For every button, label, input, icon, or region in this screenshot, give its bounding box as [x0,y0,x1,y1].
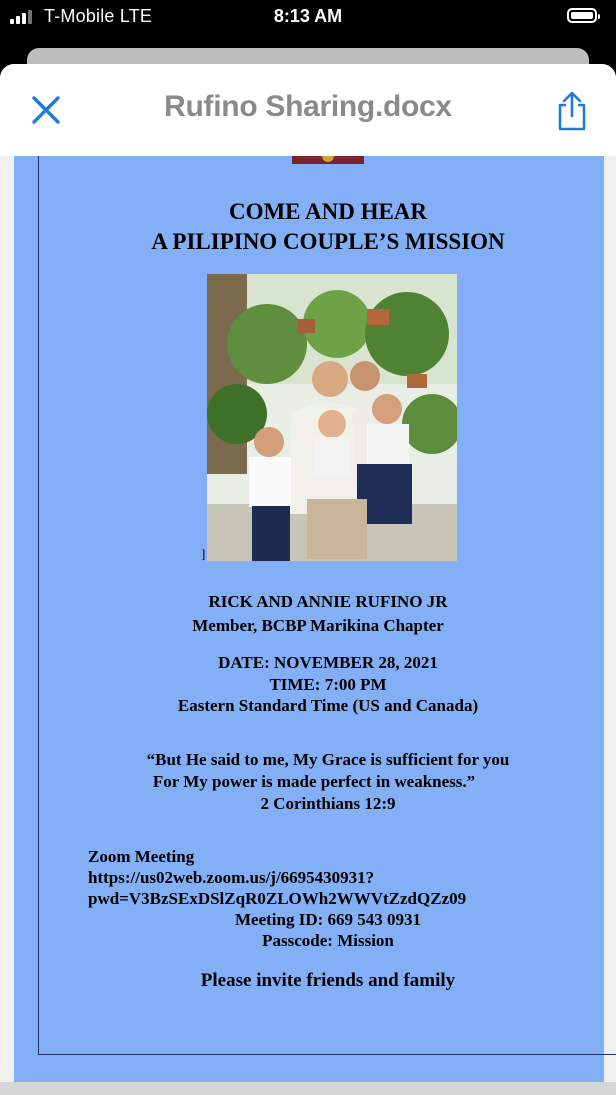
heading-line-2: A PILIPINO COUPLE’S MISSION [151,229,505,254]
battery-icon [567,8,597,23]
zoom-label: Zoom Meeting [88,847,195,866]
status-time: 8:13 AM [273,6,343,26]
meeting-id: Meeting ID: 669 543 0931 [234,910,422,929]
quote-line-2: For My power is made perfect in weakness.” [152,772,476,791]
share-button[interactable] [552,90,592,132]
event-timezone: Eastern Standard Time (US and Canada) [177,696,479,715]
document-title: Rufino Sharing.docx [164,90,452,123]
quote-line-1: “But He said to me, My Grace is sufficient for you [146,750,510,769]
nav-bar [0,64,616,156]
heading-line-1: COME AND HEAR [228,199,428,224]
zoom-link-line-2[interactable]: pwd=V3BzSExDSlZqR0ZLOWh2WWVtZzdQZz09 [88,889,467,908]
document-viewer-sheet [0,64,616,1095]
invite-note: Please invite friends and family [200,970,456,991]
share-icon [552,90,592,132]
zoom-link-line-1[interactable]: https://us02web.zoom.us/j/6695430931? [88,868,375,887]
meeting-passcode: Passcode: Mission [262,931,394,950]
event-time: TIME: 7:00 PM [269,675,387,694]
presenter-names: RICK AND ANNIE RUFINO JR [208,592,448,611]
header-emblem [292,156,364,164]
family-photo [207,274,457,561]
carrier-label: T-Mobile LTE [44,6,153,26]
document-page[interactable] [14,156,604,1082]
bottom-margin [0,1082,616,1095]
stray-mark: ] [201,546,206,561]
event-date: DATE: NOVEMBER 28, 2021 [218,653,438,672]
presenter-membership: Member, BCBP Marikina Chapter [192,616,444,635]
status-bar [0,0,616,36]
quote-reference: 2 Corinthians 12:9 [260,794,396,813]
